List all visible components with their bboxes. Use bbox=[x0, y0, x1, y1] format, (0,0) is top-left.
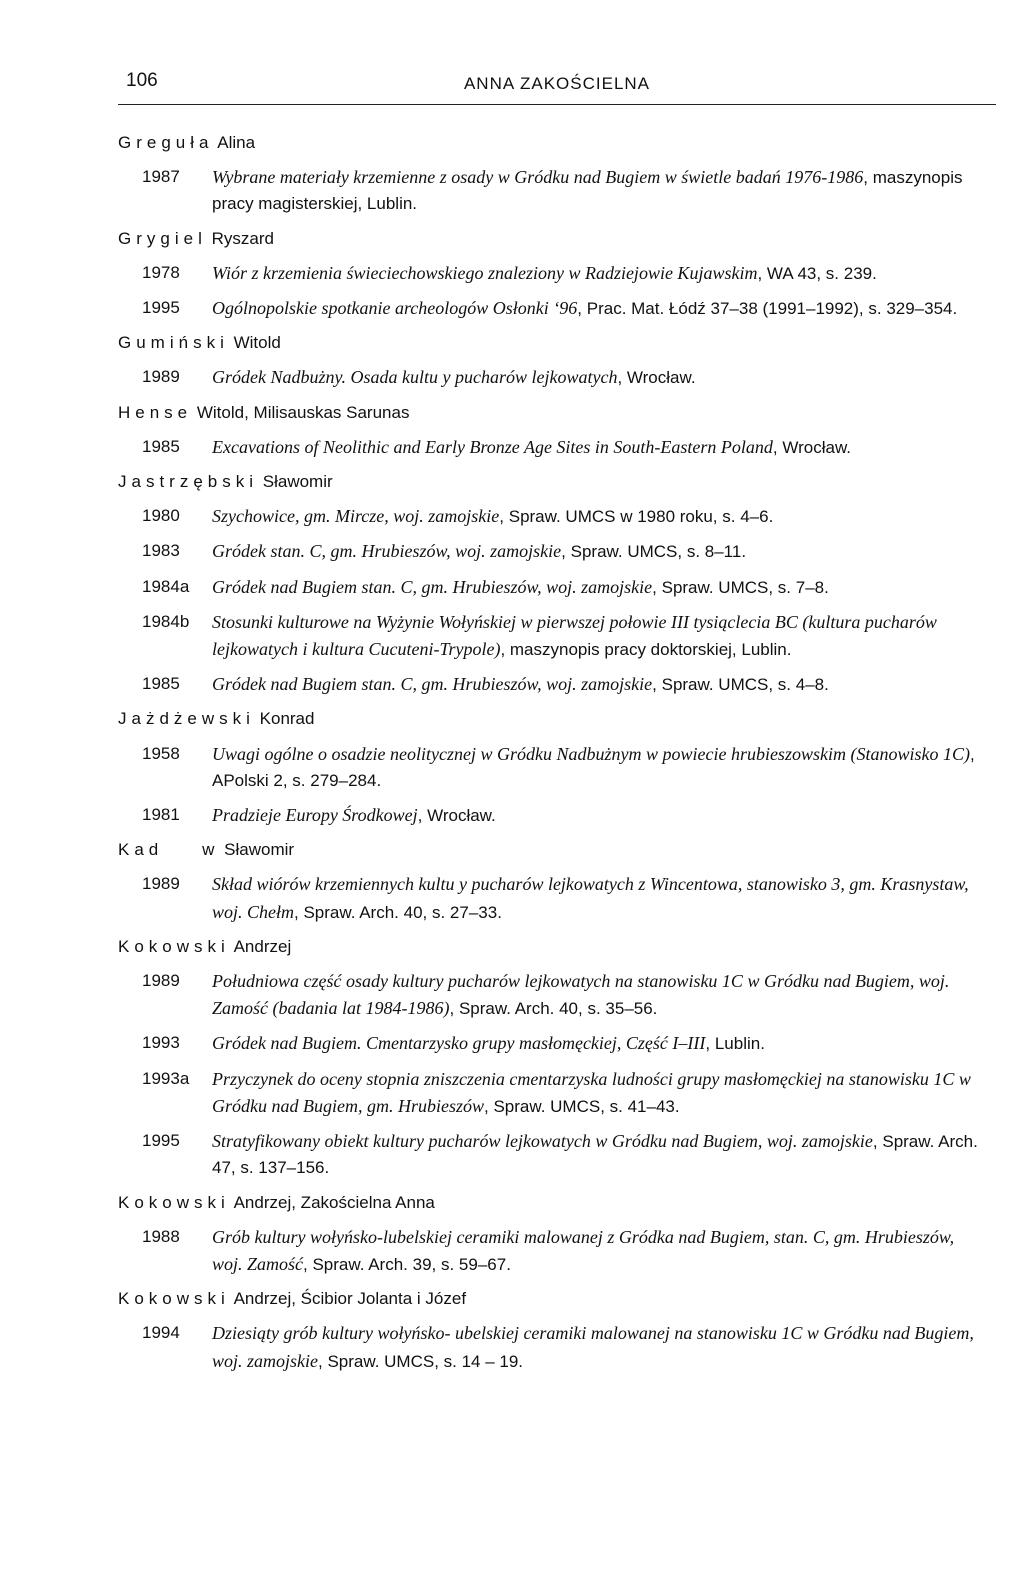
entry-details: , Spraw. Arch. 39, s. 59–67. bbox=[303, 1254, 511, 1274]
bibliography-entry bbox=[118, 434, 998, 461]
bibliography-entry bbox=[118, 164, 998, 217]
entry-reference bbox=[212, 295, 998, 322]
author-heading bbox=[118, 1190, 998, 1216]
entry-details: , Spraw. UMCS, s. 7–8. bbox=[652, 577, 829, 597]
entry-year: 1994 bbox=[142, 1323, 180, 1343]
entry-reference bbox=[212, 164, 998, 217]
author-rest: Alina bbox=[213, 133, 256, 152]
author-heading bbox=[118, 400, 998, 426]
entry-reference bbox=[212, 364, 998, 391]
entry-year: 1995 bbox=[142, 298, 180, 318]
entry-reference bbox=[212, 968, 998, 1022]
entry-details: , APolski 2, s. 279–284. bbox=[212, 744, 975, 790]
author-rest: Andrzej, Zakościelna Anna bbox=[229, 1192, 435, 1212]
entry-title: Południowa część osady kultury pucharów lejkowatych na stanowisku 1C w Gródku nad Bugiem, woj. Zamość (badania lat 1984-1986) bbox=[212, 971, 950, 1019]
author-rest: Sławomir bbox=[258, 472, 333, 492]
entry-details: , Lublin. bbox=[705, 1034, 765, 1054]
bibliography-entry bbox=[118, 503, 998, 530]
entry-details: , Spraw. Arch. 40, s. 27–33. bbox=[294, 902, 502, 922]
entry-title: Skład wiórów krzemiennych kultu y pucharów lejkowatych z Wincentowa, stanowisko 3, gm. Krasnystaw, woj. Chełm bbox=[212, 874, 969, 922]
bibliography-entry bbox=[118, 671, 998, 698]
author-rest: Andrzej bbox=[229, 936, 292, 956]
bibliography-entry bbox=[118, 1128, 998, 1181]
entry-year: 1987 bbox=[142, 167, 180, 187]
entry-title: Stratyfikowany obiekt kultury pucharów lejkowatych w Gródku nad Bugiem, woj. zamojskie bbox=[212, 1131, 873, 1152]
entry-details: , Wrocław. bbox=[772, 437, 852, 457]
entry-year: 1989 bbox=[142, 367, 180, 387]
author-surname: Greguła bbox=[118, 133, 214, 152]
entry-reference bbox=[212, 1320, 998, 1374]
author-heading bbox=[118, 706, 998, 732]
author-heading bbox=[118, 1286, 998, 1312]
author-rest: Andrzej, Ścibior Jolanta i Józef bbox=[229, 1289, 467, 1309]
author-heading bbox=[118, 226, 998, 252]
entry-details: , Spraw. UMCS, s. 14 – 19. bbox=[318, 1351, 524, 1371]
entry-title: Szychowice, gm. Mircze, woj. zamojskie bbox=[212, 506, 500, 527]
page-header bbox=[118, 68, 996, 105]
bibliography-entry bbox=[118, 574, 998, 601]
entry-year: 1958 bbox=[142, 743, 180, 763]
entry-reference bbox=[212, 1224, 998, 1278]
entry-year: 1980 bbox=[142, 506, 180, 526]
entry-reference bbox=[212, 434, 998, 461]
entry-year: 1984a bbox=[142, 576, 190, 596]
entry-year: 1984b bbox=[142, 611, 190, 631]
entry-title: Gródek nad Bugiem stan. C, gm. Hrubieszów, woj. zamojskie bbox=[212, 576, 653, 597]
author-surname: Kokowski bbox=[118, 1289, 230, 1309]
entry-reference bbox=[212, 741, 998, 794]
bibliography-entry bbox=[118, 741, 998, 794]
entry-year: 1989 bbox=[142, 874, 180, 894]
author-surname: Kokowski bbox=[118, 1192, 230, 1212]
entry-details: , maszynopis pracy magisterskiej, Lublin. bbox=[212, 168, 963, 214]
author-surname: Kokowski bbox=[118, 936, 230, 956]
author-rest: Ryszard bbox=[206, 228, 274, 248]
entry-reference bbox=[212, 1128, 998, 1181]
entry-reference bbox=[212, 503, 998, 530]
entry-title: Wybrane materiały krzemienne z osady w Gródku nad Bugiem w świetle badań 1976-1986 bbox=[212, 167, 864, 188]
author-surname: Jażdżewski bbox=[118, 709, 255, 729]
bibliography-entry bbox=[118, 538, 998, 565]
bibliography-entry bbox=[118, 802, 998, 829]
bibliography-entry bbox=[118, 260, 998, 287]
bibliography-entry bbox=[118, 1224, 998, 1278]
entry-year: 1995 bbox=[142, 1131, 180, 1151]
entry-details: , maszynopis pracy doktorskiej, Lublin. bbox=[500, 640, 792, 660]
entry-year: 1981 bbox=[142, 805, 180, 825]
entry-title: Gródek nad Bugiem. Cmentarzysko grupy masłomęckiej, Część I–III bbox=[212, 1033, 706, 1054]
entry-title: Uwagi ogólne o osadzie neolitycznej w Gródku Nadbużnym w powiecie hrubieszowskim (Stanowisko 1C) bbox=[212, 743, 970, 764]
bibliography-entry bbox=[118, 364, 998, 391]
bibliography-list bbox=[118, 130, 998, 1383]
author-heading bbox=[118, 130, 998, 156]
entry-title: Ogólnopolskie spotkanie archeologów Osłonki ‘96 bbox=[212, 298, 578, 319]
author-rest: Witold, Milisauskas Sarunas bbox=[192, 402, 410, 422]
entry-title: Stosunki kulturowe na Wyżynie Wołyńskiej w pierwszej połowie III tysiąclecia BC (kultura pucharów lejkowatych i kultura Cucuteni-Trypole) bbox=[212, 611, 937, 660]
bibliography-entry bbox=[118, 871, 998, 925]
bibliography-entry bbox=[118, 1320, 998, 1374]
entry-details: , Wrocław. bbox=[617, 368, 696, 388]
author-rest: Sławomir bbox=[219, 840, 295, 860]
entry-reference bbox=[212, 1066, 998, 1120]
author-rest: Konrad bbox=[254, 709, 315, 729]
bibliography-entry bbox=[118, 968, 998, 1022]
bibliography-entry bbox=[118, 295, 998, 322]
entry-reference bbox=[212, 871, 998, 925]
entry-details: , WA 43, s. 239. bbox=[757, 263, 877, 283]
entry-reference bbox=[212, 609, 998, 663]
page-number: 106 bbox=[126, 70, 158, 91]
author-rest: Witold bbox=[228, 333, 281, 353]
entry-reference bbox=[212, 574, 998, 601]
entry-year: 1985 bbox=[142, 436, 180, 456]
entry-details: , Spraw. UMCS, s. 41–43. bbox=[484, 1096, 680, 1116]
entry-details: , Spraw. Arch. 40, s. 35–56. bbox=[449, 999, 658, 1019]
bibliography-entry bbox=[118, 609, 998, 663]
entry-reference bbox=[212, 671, 998, 698]
entry-title: Wiór z krzemienia świeciechowskiego znaleziony w Radziejowie Kujawskim bbox=[212, 262, 758, 283]
entry-title: Przyczynek do oceny stopnia zniszczenia cmentarzyska ludności grupy masłomęckiej na stanowisku 1C w Gródku nad Bugiem, gm. Hrubieszów bbox=[212, 1068, 971, 1116]
author-surname: Hense bbox=[118, 402, 193, 422]
entry-year: 1978 bbox=[142, 262, 180, 282]
entry-details: , Spraw. Arch. 47, s. 137–156. bbox=[212, 1132, 978, 1178]
entry-year: 1988 bbox=[142, 1226, 180, 1246]
entry-details: , Spraw. UMCS, s. 8–11. bbox=[561, 542, 747, 562]
entry-details: , Wrocław. bbox=[417, 806, 496, 826]
author-surname: Kad w bbox=[118, 840, 220, 860]
entry-title: Gródek nad Bugiem stan. C, gm. Hrubieszów, woj. zamojskie bbox=[212, 674, 653, 695]
entry-year: 1993a bbox=[142, 1068, 190, 1088]
entry-year: 1985 bbox=[142, 674, 180, 694]
entry-details: , Spraw. UMCS, s. 4–8. bbox=[652, 675, 829, 695]
entry-details: , Prac. Mat. Łódź 37–38 (1991–1992), s. 329–354. bbox=[577, 299, 958, 319]
entry-year: 1983 bbox=[142, 541, 180, 561]
entry-reference bbox=[212, 802, 998, 829]
entry-reference bbox=[212, 538, 998, 565]
entry-title: Excavations of Neolithic and Early Bronze Age Sites in South-Eastern Poland bbox=[212, 436, 773, 457]
author-heading bbox=[118, 837, 998, 863]
author-surname: Jastrzębski bbox=[118, 472, 259, 492]
entry-reference bbox=[212, 260, 998, 287]
author-surname: Grygiel bbox=[118, 228, 207, 248]
author-surname: Gumiński bbox=[118, 333, 229, 353]
entry-year: 1993 bbox=[142, 1033, 180, 1053]
author-heading bbox=[118, 934, 998, 960]
running-head: ANNA ZAKOŚCIELNA bbox=[463, 74, 651, 93]
entry-reference bbox=[212, 1030, 998, 1057]
entry-title: Gródek Nadbużny. Osada kultu y pucharów lejkowatych bbox=[212, 367, 618, 388]
entry-details: , Spraw. UMCS w 1980 roku, s. 4–6. bbox=[499, 507, 774, 527]
entry-year: 1989 bbox=[142, 971, 180, 991]
entry-title: Dziesiąty grób kultury wołyńsko- ubelskiej ceramiki malowanej na stanowisku 1C w Gródku nad Bugiem, woj. zamojskie bbox=[212, 1323, 974, 1371]
author-heading bbox=[118, 330, 998, 356]
author-heading bbox=[118, 469, 998, 495]
bibliography-entry bbox=[118, 1030, 998, 1057]
entry-title: Grób kultury wołyńsko-lubelskiej ceramiki malowanej z Gródka nad Bugiem, stan. C, gm. Hrubieszów, woj. Zamość bbox=[212, 1226, 955, 1274]
entry-title: Pradzieje Europy Środkowej bbox=[212, 805, 418, 826]
bibliography-entry bbox=[118, 1066, 998, 1120]
entry-title: Gródek stan. C, gm. Hrubieszów, woj. zamojskie bbox=[212, 541, 562, 562]
